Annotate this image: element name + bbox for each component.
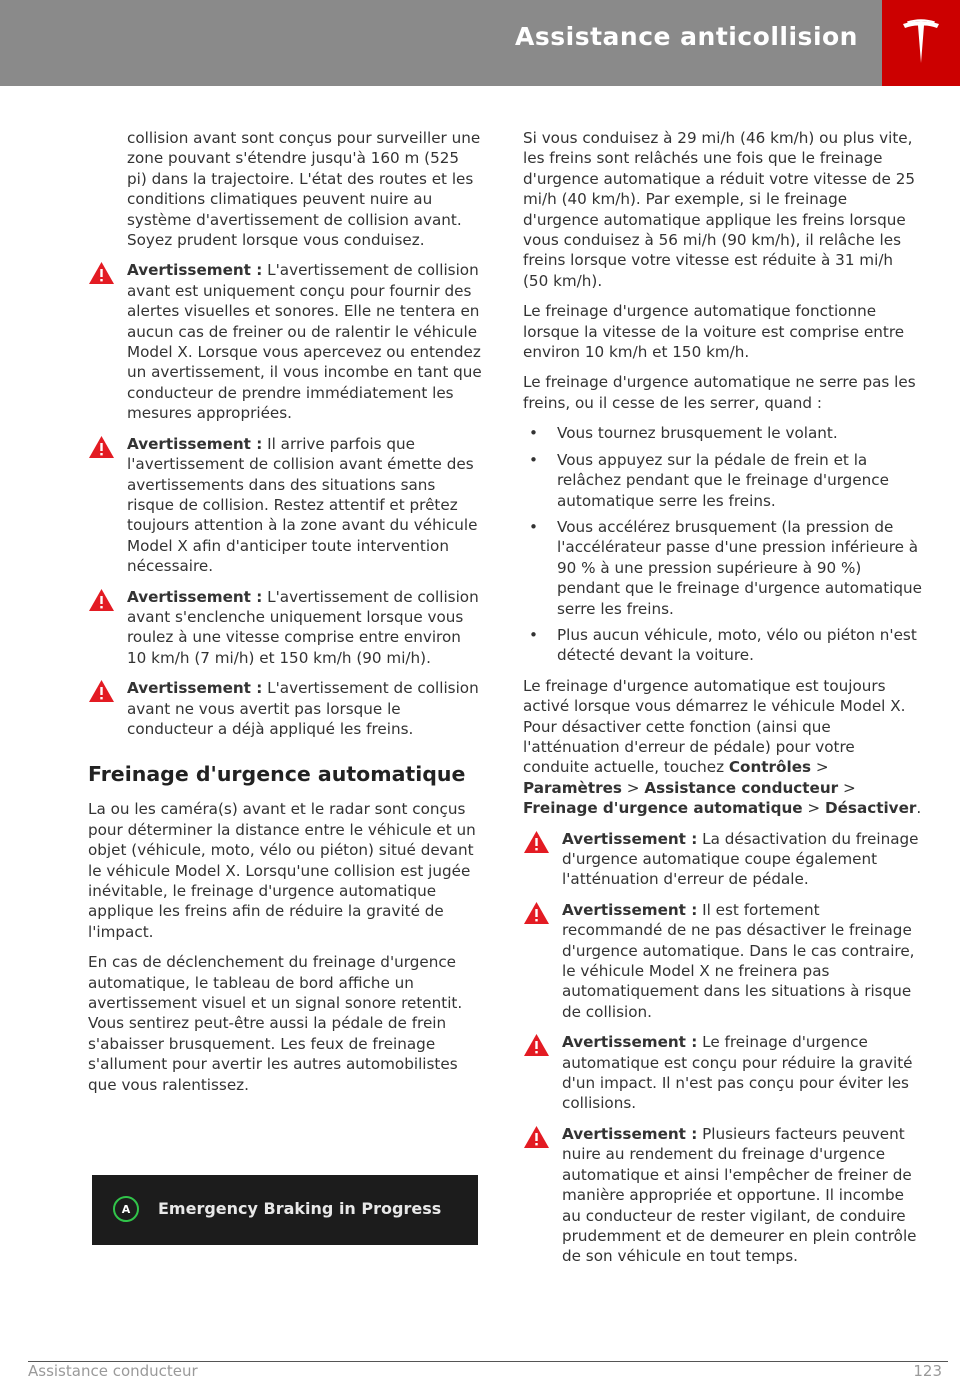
warning-label: Avertissement : xyxy=(127,587,263,606)
bullet-icon: • xyxy=(529,450,538,469)
warning-text: Le freinage d'urgence automatique est conçu pour réduire la gravité d'un impact. Il n'est pas conçu pour éviter les collisions. xyxy=(562,1033,913,1113)
body-paragraph: Le freinage d'urgence automatique fonctionne lorsque la vitesse de la voiture est comprise entre environ 10 km/h et 150 km/h. xyxy=(523,302,905,362)
body-paragraph: Le freinage d'urgence automatique ne serre pas les freins, ou il cesse de les serrer, quand : xyxy=(523,373,916,412)
warning-triangle-icon xyxy=(88,261,115,285)
warning-block xyxy=(523,829,923,890)
list-item-text: Vous tournez brusquement le volant. xyxy=(557,424,838,443)
right-column xyxy=(523,128,923,1277)
footer-section: Assistance conducteur xyxy=(28,1362,198,1380)
path-separator: > xyxy=(811,758,829,777)
list-item xyxy=(523,517,923,619)
warning-triangle-icon xyxy=(523,901,550,925)
warning-text: La désactivation du freinage d'urgence automatique coupe également l'atténuation d'erreur de pédale. xyxy=(562,829,919,889)
path-separator: > xyxy=(621,778,645,797)
warning-text: L'avertissement de collision avant est uniquement conçu pour fournir des alertes visuelles et sonores. Elle ne tentera en aucun cas de freiner ou de ralentir le véhicule Model X. Lorsque vous apercevez ou entendez un avertissement, il vous incombe en tant que conducteur de prendre immédiatement les mesures appropriées. xyxy=(127,261,482,423)
warning-block xyxy=(523,1032,923,1114)
warning-block xyxy=(88,678,483,739)
disable-paragraph xyxy=(523,676,923,819)
emergency-braking-banner xyxy=(92,1175,478,1245)
warning-text: L'avertissement de collision avant ne vous avertit pas lorsque le conducteur a déjà appliqué les freins. xyxy=(127,679,479,738)
warning-triangle-icon xyxy=(523,1033,550,1057)
warning-label: Avertissement : xyxy=(562,829,698,848)
warning-label: Avertissement : xyxy=(562,900,698,919)
body-paragraph: En cas de déclenchement du freinage d'urgence automatique, le tableau de bord affiche un avertissement visuel et un signal sonore retentit. Vous sentirez peut-être aussi la pédale de frein s'abaisser brusquement. Les feux de freinage s'allument pour avertir les autres automobilistes que vous ralentissez. xyxy=(88,953,463,1094)
bullet-icon: • xyxy=(529,424,538,443)
list-item-text: Vous accélérez brusquement (la pression de l'accélérateur passe d'une pression inférieure à 90 % à une pression supérieure à 90 %) pendant que le freinage d'urgence automatique serre les freins. xyxy=(557,517,922,618)
warning-block xyxy=(88,434,483,577)
intro-paragraph: collision avant sont conçus pour surveiller une zone pouvant s'étendre jusqu'à 160 m (525 pi) dans la trajectoire. L'état des routes et les conditions climatiques peuvent nuire au système d'avertissement de collision avant. Soyez prudent lorsque vous conduisez. xyxy=(127,129,481,250)
page-number: 123 xyxy=(913,1362,942,1380)
list-item xyxy=(523,625,923,666)
warning-text: Il est fortement recommandé de ne pas désactiver le freinage d'urgence automatique. Dans le cas contraire, le véhicule Model X ne freinera pas automatiquement dans les situations à risque de collision. xyxy=(562,900,915,1021)
body-paragraph: Si vous conduisez à 29 mi/h (46 km/h) ou plus vite, les freins sont relâchés une fois que le freinage d'urgence automatique a réduit votre vitesse de 25 mi/h (40 km/h). Par exemple, si le freinage d'urgence automatique applique les freins lorsque vous conduisez à 56 mi/h (90 km/h), il relâche les freins lorsque votre vitesse est réduite à 31 mi/h (50 km/h). xyxy=(523,129,916,290)
path-separator: > xyxy=(802,799,825,818)
page-header xyxy=(0,0,960,86)
page-title: Assistance anticollision xyxy=(515,22,858,51)
warning-triangle-icon xyxy=(523,1125,550,1149)
warning-text: Plusieurs facteurs peuvent nuire au rendement du freinage d'urgence automatique et ainsi l'empêcher de freiner de manière appropriée et opportune. Il incombe au conducteur de rester vigilant, de conduire prudemment et de demeurer en plein contrôle de son véhicule en tout temps. xyxy=(562,1124,917,1266)
body-paragraph: La ou les caméra(s) avant et le radar sont conçus pour déterminer la distance entre le véhicule et un objet (véhicule, moto, vélo ou piéton) situé devant le véhicule Model X. Lorsqu'une collision est jugée inévitable, le freinage d'urgence automatique applique les freins afin de réduire la gravité de l'impact. xyxy=(88,800,476,941)
warning-triangle-icon xyxy=(88,435,115,459)
warning-label: Avertissement : xyxy=(562,1124,698,1143)
warning-block xyxy=(88,260,483,423)
warning-text: L'avertissement de collision avant s'enclenche uniquement lorsque vous roulez à une vitesse comprise entre environ 10 km/h (7 mi/h) et 150 km/h (90 mi/h). xyxy=(127,587,479,667)
sentence-end: . xyxy=(916,799,922,818)
list-item-text: Plus aucun véhicule, moto, vélo ou piéton n'est détecté devant la voiture. xyxy=(557,625,917,665)
warning-block xyxy=(88,587,483,669)
condition-list xyxy=(523,423,923,665)
warning-label: Avertissement : xyxy=(127,261,263,280)
warning-triangle-icon xyxy=(88,588,115,612)
menu-path-disable: Désactiver xyxy=(825,799,917,818)
list-item xyxy=(523,450,923,511)
warning-block xyxy=(523,1124,923,1267)
warning-block xyxy=(523,900,923,1022)
warning-label: Avertissement : xyxy=(127,679,263,698)
brand-logo xyxy=(882,0,960,86)
bullet-icon: • xyxy=(529,625,538,644)
list-item-text: Vous appuyez sur la pédale de frein et la relâchez pendant que le freinage d'urgence automatique serre les freins. xyxy=(557,450,889,510)
menu-path-driver-assist: Assistance conducteur xyxy=(644,778,839,797)
aeb-badge-icon: A xyxy=(113,1196,139,1222)
warning-text: Il arrive parfois que l'avertissement de collision avant émette des avertissements dans des situations sans risque de collision. Restez attentif et prêtez toujours attention à la zone avant du véhicule Model X afin d'anticiper toute intervention nécessaire. xyxy=(127,434,478,576)
banner-text: Emergency Braking in Progress xyxy=(158,1199,442,1218)
disable-text: Le freinage d'urgence automatique est toujours activé lorsque vous démarrez le véhicule Model X. Pour désactiver cette fonction (ainsi que l'atténuation d'erreur de pédale) pour votre conduite actuelle, touchez xyxy=(523,676,906,777)
menu-path-controls: Contrôles xyxy=(728,758,812,777)
warning-label: Avertissement : xyxy=(562,1033,698,1052)
warning-label: Avertissement : xyxy=(127,434,263,453)
path-separator: > xyxy=(838,778,856,797)
section-title: Freinage d'urgence automatique xyxy=(88,762,466,787)
left-column xyxy=(88,128,483,1105)
bullet-icon: • xyxy=(529,517,538,536)
menu-path-aeb: Freinage d'urgence automatique xyxy=(523,799,803,818)
list-item xyxy=(523,423,923,443)
warning-triangle-icon xyxy=(523,830,550,854)
warning-triangle-icon xyxy=(88,679,115,703)
menu-path-settings: Paramètres xyxy=(523,778,622,797)
tesla-logo-icon xyxy=(901,19,941,65)
